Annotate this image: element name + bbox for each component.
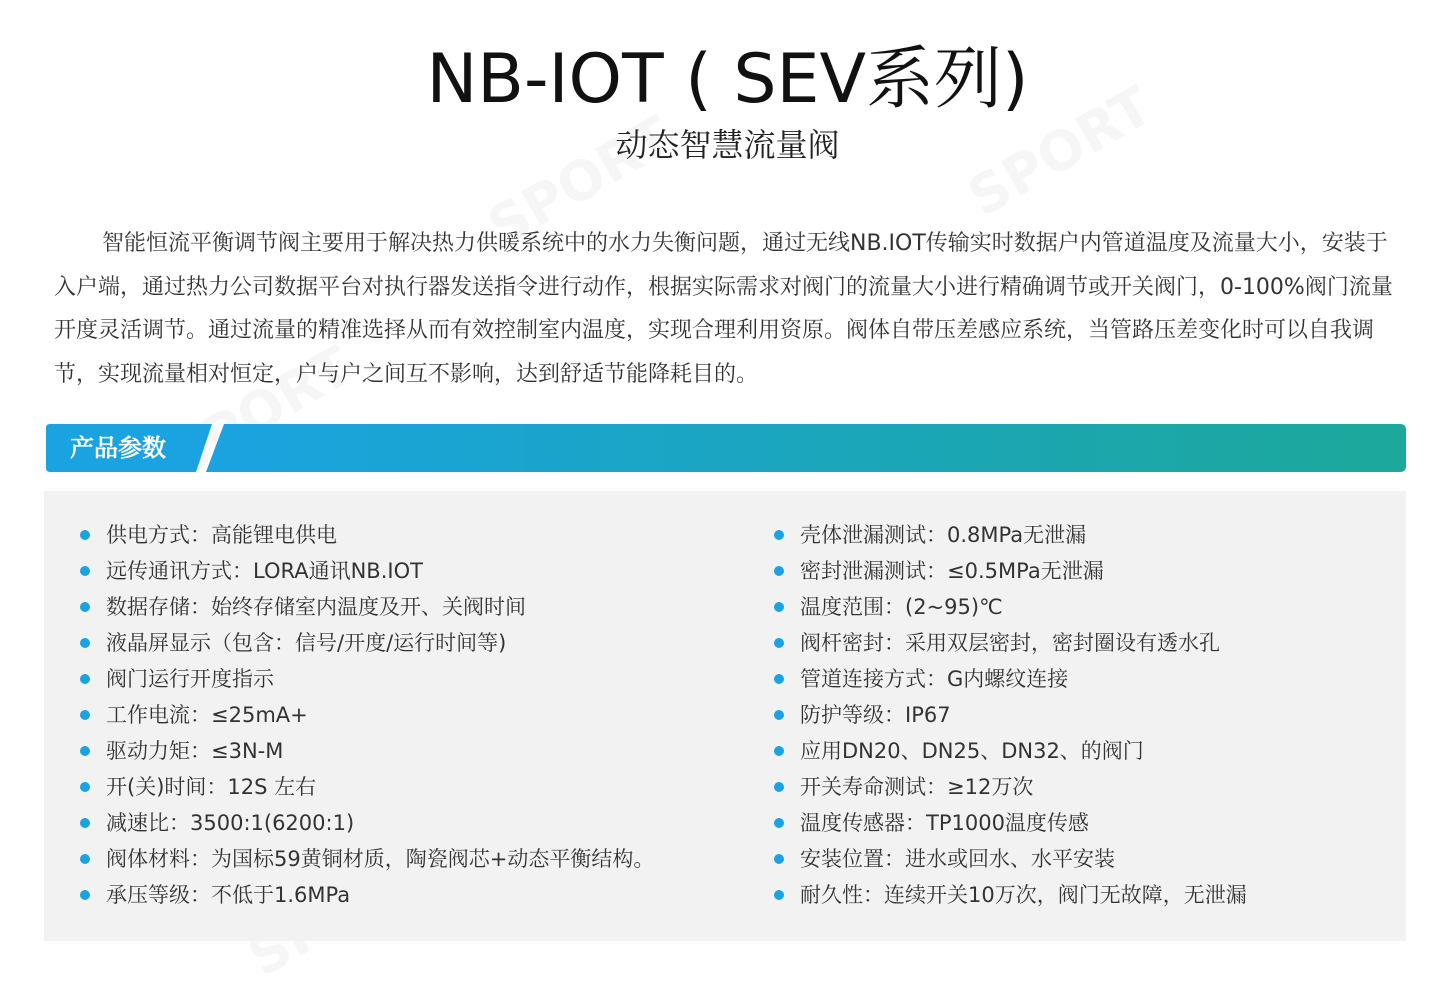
spec-item: 工作电流：≤25mA+: [80, 697, 654, 733]
spec-item: 开(关)时间：12S 左右: [80, 769, 654, 805]
bullet-dot: [80, 854, 90, 864]
spec-item: 密封泄漏测试：≤0.5MPa无泄漏: [774, 553, 1247, 589]
spec-item: 耐久性：连续开关10万次，阀门无故障，无泄漏: [774, 877, 1247, 913]
bullet-dot: [774, 566, 784, 576]
spec-item: 阀门运行开度指示: [80, 661, 654, 697]
spec-item: 驱动力矩：≤3N-M: [80, 733, 654, 769]
spec-item: 壳体泄漏测试：0.8MPa无泄漏: [774, 517, 1247, 553]
bullet-dot: [80, 818, 90, 828]
bullet-dot: [774, 710, 784, 720]
section-banner: [46, 424, 1406, 472]
page-subtitle: 动态智慧流量阀: [615, 126, 840, 164]
spec-item: 温度范围：(2~95)℃: [774, 589, 1247, 625]
specs-list-right: [774, 517, 1247, 913]
bullet-dot: [774, 530, 784, 540]
bullet-dot: [80, 710, 90, 720]
bullet-dot: [80, 602, 90, 612]
bullet-dot: [80, 530, 90, 540]
spec-item: 管道连接方式：G内螺纹连接: [774, 661, 1247, 697]
spec-item: 阀杆密封：采用双层密封，密封圈设有透水孔: [774, 625, 1247, 661]
spec-item: 防护等级：IP67: [774, 697, 1247, 733]
bullet-dot: [80, 674, 90, 684]
bullet-dot: [774, 674, 784, 684]
intro-paragraph: 智能恒流平衡调节阀主要用于解决热力供暖系统中的水力失衡问题，通过无线NB.IOT传输实时数据户内管道温度及流量大小，安装于入户端，通过热力公司数据平台对执行器发送指令进行动作，根据实际需求对阀门的流量大小进行精确调节或开关阀门，0-100%阀门流量开度灵活调节。通过流量的精准选择从而有效控制室内温度，实现合理利用资原。阀体自带压差感应系统，当管路压差变化时可以自我调节，实现流量相对恒定，户与户之间互不影响，达到舒适节能降耗目的。: [54, 231, 1393, 387]
spec-item: 供电方式：高能锂电供电: [80, 517, 654, 553]
spec-item: 远传通讯方式：LORA通讯NB.IOT: [80, 553, 654, 589]
bullet-dot: [774, 782, 784, 792]
bullet-dot: [80, 746, 90, 756]
bullet-dot: [80, 782, 90, 792]
spec-item: 开关寿命测试：≥12万次: [774, 769, 1247, 805]
bullet-dot: [774, 602, 784, 612]
bullet-dot: [774, 638, 784, 648]
spec-item: 应用DN20、DN25、DN32、的阀门: [774, 733, 1247, 769]
page-title: NB-IOT ( SEV系列): [426, 40, 1029, 119]
spec-item: 液晶屏显示（包含：信号/开度/运行时间等): [80, 625, 654, 661]
bullet-dot: [774, 890, 784, 900]
specs-panel: [44, 491, 1406, 941]
spec-item: 承压等级：不低于1.6MPa: [80, 877, 654, 913]
spec-item: 数据存储：始终存储室内温度及开、关阀时间: [80, 589, 654, 625]
bullet-dot: [774, 854, 784, 864]
bullet-dot: [80, 566, 90, 576]
banner-shape: [46, 424, 1406, 472]
spec-item: 安装位置：进水或回水、水平安装: [774, 841, 1247, 877]
section-title: 产品参数: [70, 434, 166, 462]
specs-list-left: [80, 517, 654, 913]
bullet-dot: [774, 818, 784, 828]
bullet-dot: [774, 746, 784, 756]
spec-item: 阀体材料：为国标59黄铜材质，陶瓷阀芯+动态平衡结构。: [80, 841, 654, 877]
bullet-dot: [80, 638, 90, 648]
spec-item: 减速比：3500:1(6200:1): [80, 805, 654, 841]
bullet-dot: [80, 890, 90, 900]
spec-item: 温度传感器：TP1000温度传感: [774, 805, 1247, 841]
